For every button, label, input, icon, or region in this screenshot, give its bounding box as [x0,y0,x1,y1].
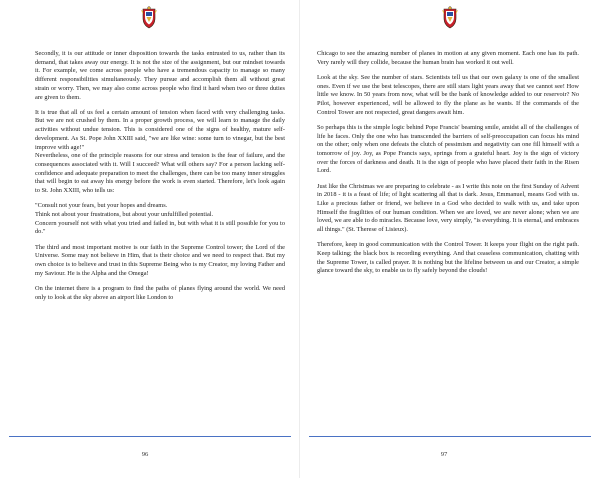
paragraph: Look at the sky. See the number of stars. Scientists tell us that our own galaxy is one of the smallest ones. Even if we use the best telescopes, there are still stars light years away that we cannot see! How little we know. In 50 years from now, what will be the bank of knowledge added to our reservoir? No Pilot, however experienced, will be allowed to fly the plane as he wants. If the commands of the Control Tower are not respected, great dangers await him. [317,73,579,116]
footer-rule [309,436,591,437]
paragraph: Just like the Christmas we are preparing to celebrate - as I write this note on the first Sunday of Advent in 2018 - it is a feast of life; of light scattering all that is dark. Jesus, Emmanuel, means God with us. Like a precious father or friend, we believe in a God who decided to walk with us, and take upon Himself the fragilities of our human condition. When we are loved, we are never alone; when we are loved, we are able to do miracles. Because love, very simply, "is everything. It is eternal, and embraces all things." (St. Therese of Lisieux). [317,182,579,234]
crest-icon [441,6,459,30]
page-number: 96 [141,451,149,458]
paragraph: Therefore, keep in good communication with the Control Tower. It keeps your flight on the right path. Keep talking; the black box is recording everything. And that ceaseless communication, chatting with the Supreme Tower, is called prayer. It is nothing but the lifeline between us and our Creator, a simple glance toward the sky, to enable us to fly safely beyond the clouds! [317,241,579,275]
left-page-text [35,50,285,302]
paragraph: The third and most important motive is our faith in the Supreme Control tower; the Lord of the Universe. Some may not believe in Him, that is their choice and we need to respect that. But my own choice is to believe and trust in this Supreme Being who is my Creator, my loving Father and my Saviour. He is the Alpha and the Omega! [35,243,285,277]
footer-rule [9,436,291,437]
paragraph: On the internet there is a program to find the paths of planes flying around the world. We need only to look at the sky above an airport like London to [35,284,285,301]
quote-paragraph: "Consult not your fears, but your hopes and dreams. Think not about your frustrations, but about your unfulfilled potential. Concern yourself not with what you tried and failed in, but with what it is still possible for you to do." [35,202,285,236]
page-number: 97 [440,451,448,458]
crest-icon [140,6,158,30]
right-page [300,0,600,478]
paragraph: It is true that all of us feel a certain amount of tension when faced with very challenging tasks. But we are not crushed by them. In a proper growth process, we will learn to manage the daily activities without undue tension. This is considered one of the signs of healthy, mature self-development. As St. Pope John XXIII said, "we are like wine: some turn to vinegar, but the best improve with age!" Nevertheless, one of the principle reasons for our stress and tension is the fear of failure, and the consequences associated with it. Will I succeed? What will others say? For a person lacking self-confidence and adequate preparation to meet the challenges, there can be too many inner struggles that will begin to eat away his energy before the work is even started. Therefore, let's look again to St. John XXIII, who tells us: [35,108,285,195]
paragraph: Secondly, it is our attitude or inner disposition towards the tasks entrusted to us, rather than its demand, that takes away our energy. It is not the size of the assignment, but our mindset towards it. For example, we come across people who have a tremendous capacity to manage so many different responsibilities simultaneously. They pursue and accomplish them all without great strain or worry. Then, we may also come across people who find it hard when two or three duties are given to them. [35,50,285,101]
right-page-text [317,50,579,276]
paragraph: So perhaps this is the simple logic behind Pope Francis' beaming smile, amidst all of the challenges of life he faces. Only the one who has transcended the barriers of self-preoccupation can focus his mind on the other; only when one defeats the clutch of pessimism and negativity can one fill himself with a tomorrow of joy. Joy, as Pope Francis says, springs from a grateful heart. Joy is the sign of victory over the forces of darkness and death. It is the sign of people who have placed their faith in the Risen Lord. [317,123,579,175]
paragraph: Chicago to see the amazing number of planes in motion at any given moment. Each one has its path. Very rarely will they collide, because the human brain has worked it out well. [317,50,579,66]
